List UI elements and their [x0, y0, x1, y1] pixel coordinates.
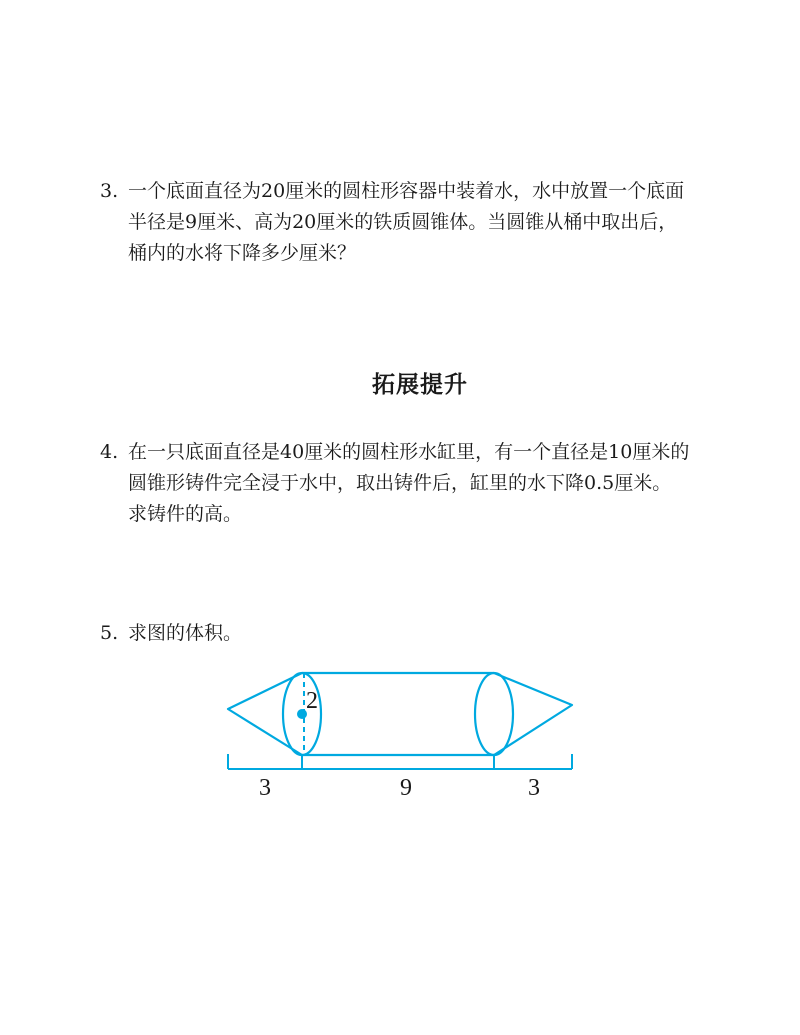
problem-3-number: 3. — [100, 180, 119, 202]
solid-figure — [218, 662, 588, 802]
problem-3 — [100, 176, 720, 269]
problem-4-line-2: 圆锥形铸件完全浸于水中，取出铸件后，缸里的水下降0.5厘米。 — [128, 472, 672, 494]
problem-4-line-1: 4. 在一只底面直径是40厘米的圆柱形水缸里，有一个直径是10厘米的 — [100, 437, 720, 468]
problem-5-number: 5. — [100, 622, 119, 644]
problem-3-line-3: 桶内的水将下降多少厘米？ — [128, 242, 357, 264]
right-base-ellipse — [475, 673, 513, 755]
problem-3-line-1: 3. 一个底面直径为20厘米的圆柱形容器中装着水，水中放置一个底面 — [100, 176, 720, 207]
problem-5 — [100, 618, 720, 649]
problem-3-line-2: 半径是9厘米、高为20厘米的铁质圆锥体。当圆锥从桶中取出后， — [128, 211, 678, 233]
right-cone-length-label: 3 — [528, 775, 540, 801]
problem-4-line-3: 求铸件的高。 — [128, 503, 243, 525]
section-title: 拓展提升 — [372, 372, 468, 398]
problem-5-line-1: 5. 求图的体积。 — [100, 618, 720, 649]
left-cone-length-label: 3 — [259, 775, 271, 801]
left-cone — [228, 673, 302, 755]
cylinder-length-label: 9 — [400, 775, 412, 801]
problem-4-number: 4. — [100, 441, 119, 463]
right-cone — [494, 673, 572, 755]
problem-4 — [100, 437, 720, 530]
radius-label: 2 — [306, 688, 318, 714]
